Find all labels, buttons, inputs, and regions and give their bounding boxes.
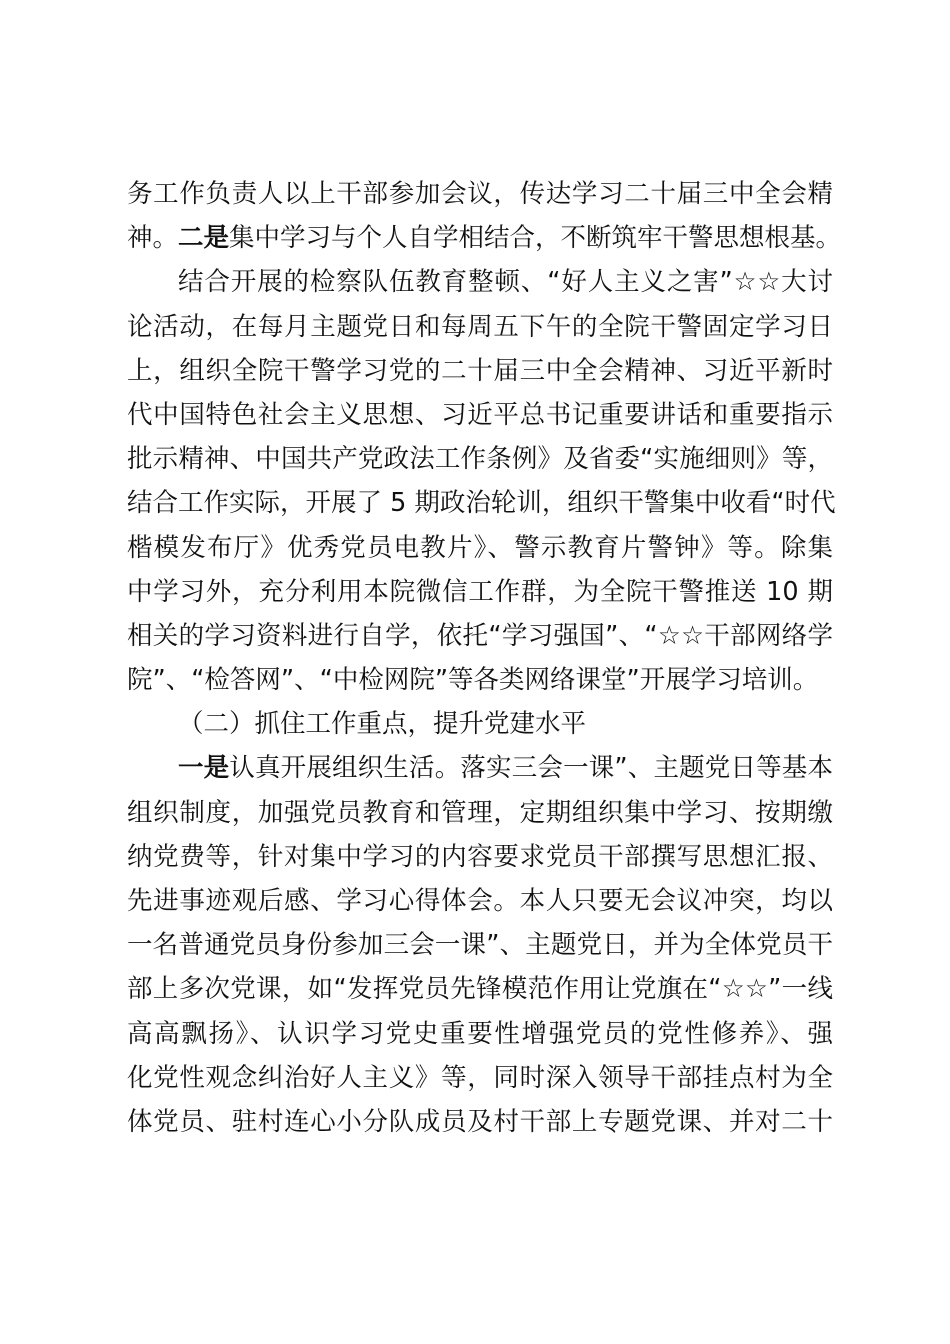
text-line: 上，组织全院干警学习党的二十届三中全会精神、习近平新时	[127, 355, 833, 386]
text-line: 院”、“检答网”、“中检网院”等各类网络课堂”开展学习培训。	[127, 665, 819, 696]
text-line: 化党性观念纠治好人主义》等，同时深入领导干部挂点村为全	[127, 1062, 833, 1093]
text-line: 部上多次党课，如“发挥党员先锋模范作用让党旗在“☆☆”一线	[127, 974, 833, 1005]
text-line: 中学习外，充分利用本院微信工作群，为全院干警推送 10 期	[127, 576, 833, 607]
paragraph-start-line: 结合开展的检察队伍教育整顿、“好人主义之害”☆☆大讨	[178, 267, 833, 298]
text-line: 体党员、驻村连心小分队成员及村干部上专题党课、并对二十	[127, 1106, 833, 1137]
text-line: 神。二是集中学习与个人自学相结合，不断筑牢干警思想根基。	[127, 223, 842, 254]
text-line: 论活动，在每月主题党日和每周五下午的全院干警固定学习日	[127, 311, 833, 342]
document-body	[127, 172, 842, 1144]
text-line: 一名普通党员身份参加三会一课”、主题党日，并为全体党员干	[127, 930, 833, 961]
bold-lead: 一是	[178, 753, 230, 784]
text-line: 代中国特色社会主义思想、习近平总书记重要讲话和重要指示	[127, 399, 833, 430]
paragraph-start-line: 一是认真开展组织生活。落实三会一课”、主题党日等基本	[178, 753, 833, 784]
text-line: 高高飘扬》、认识学习党史重要性增强党员的党性修养》、强	[127, 1018, 833, 1049]
text-line: 批示精神、中国共产党政法工作条例》及省委“实施细则》等，	[127, 444, 833, 475]
section-heading: （二）抓住工作重点，提升党建水平	[178, 709, 587, 740]
text-line: 纳党费等，针对集中学习的内容要求党员干部撰写思想汇报、	[127, 841, 833, 872]
text-line: 结合工作实际，开展了 5 期政治轮训，组织干警集中收看“时代	[127, 488, 836, 519]
text-line: 先进事迹观后感、学习心得体会。本人只要无会议冲突，均以	[127, 886, 833, 916]
text-line: 组织制度，加强党员教育和管理，定期组织集中学习、按期缴	[127, 797, 833, 828]
text-line: 相关的学习资料进行自学，依托“学习强国”、“☆☆干部网络学	[127, 620, 833, 651]
text-line: 务工作负责人以上干部参加会议，传达学习二十届三中全会精	[127, 179, 833, 209]
text-line: 楷模发布厅》优秀党员电教片》、警示教育片警钟》等。除集	[127, 532, 833, 563]
bold-lead: 二是	[178, 223, 230, 254]
